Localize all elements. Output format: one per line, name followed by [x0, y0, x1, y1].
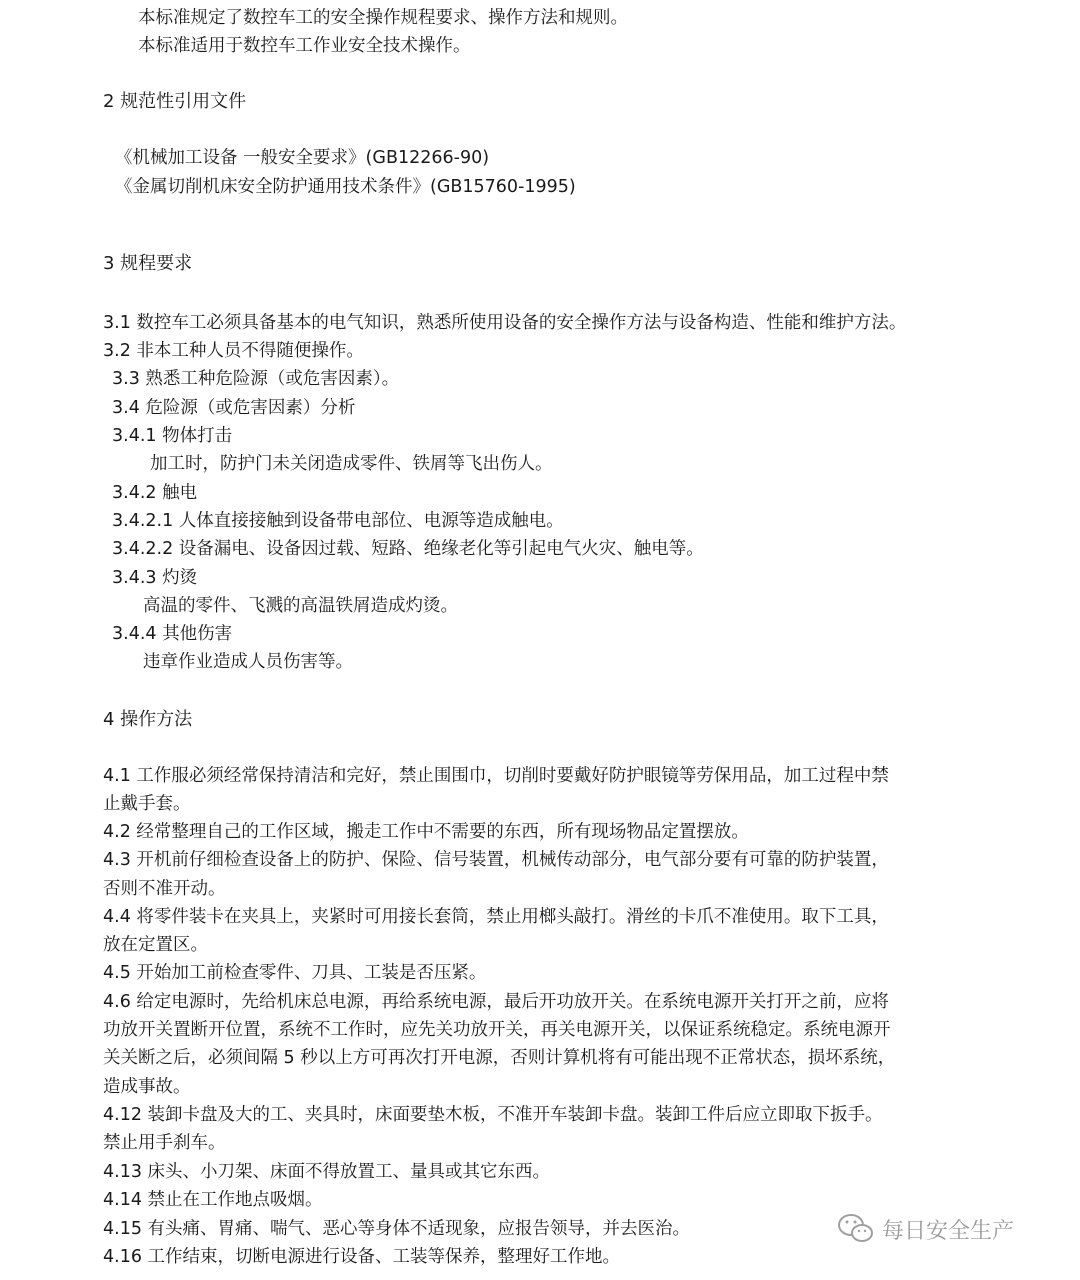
clause: 3.4.3 灼烫 [112, 568, 198, 588]
clause: 4.12 装卸卡盘及大的工、夹具时，床面要垫木板，不准开车装卸卡盘。装卸工件后应立即取下扳手。 [103, 1105, 883, 1125]
wechat-icon [836, 1212, 876, 1246]
clause: 4.6 给定电源时，先给机床总电源，再给系统电源，最后开功放开关。在系统电源开关打开之前，应将 [103, 992, 889, 1012]
section-heading: 4 操作方法 [103, 709, 193, 730]
clause: 4.1 工作服必须经常保持清洁和完好，禁止围围巾，切削时要戴好防护眼镜等劳保用品，加工过程中禁 [103, 766, 889, 786]
clause: 4.15 有头痛、胃痛、喘气、恶心等身体不适现象，应报告领导，并去医治。 [103, 1219, 691, 1239]
clause: 3.4.4 其他伤害 [112, 624, 233, 644]
watermark-text: 每日安全生产 [882, 1218, 1015, 1244]
intro-paragraph: 本标准适用于数控车工作业安全技术操作。 [138, 36, 471, 56]
clause-text: 加工时，防护门未关闭造成零件、铁屑等飞出伤人。 [150, 454, 553, 474]
watermark [836, 1212, 1014, 1246]
clause: 4.2 经常整理自己的工作区域，搬走工作中不需要的东西，所有现场物品定置摆放。 [103, 822, 749, 842]
reference-item: 《金属切削机床安全防护通用技术条件》(GB15760-1995) [115, 177, 576, 197]
clause: 否则不准开动。 [103, 879, 226, 899]
clause: 3.3 熟悉工种危险源（或危害因素）。 [112, 369, 400, 389]
clause: 3.1 数控车工必须具备基本的电气知识，熟悉所使用设备的安全操作方法与设备构造、性能和维护方法。 [103, 313, 907, 333]
section-heading: 3 规程要求 [103, 253, 193, 274]
clause: 3.2 非本工种人员不得随便操作。 [103, 341, 364, 361]
clause: 4.13 床头、小刀架、床面不得放置工、量具或其它东西。 [103, 1162, 551, 1182]
intro-paragraph: 本标准规定了数控车工的安全操作规程要求、操作方法和规则。 [138, 8, 628, 28]
clause: 4.5 开始加工前检查零件、刀具、工装是否压紧。 [103, 963, 487, 983]
section-heading: 2 规范性引用文件 [103, 91, 247, 112]
clause: 4.3 开机前仔细检查设备上的防护、保险、信号装置，机械传动部分，电气部分要有可靠的防护装置， [103, 850, 889, 870]
clause: 3.4.2 触电 [112, 483, 198, 503]
clause: 造成事故。 [103, 1077, 191, 1097]
clause: 禁止用手刹车。 [103, 1133, 226, 1153]
clause: 关关断之后，必须间隔 5 秒以上方可再次打开电源，否则计算机将有可能出现不正常状态，损坏系统， [103, 1048, 896, 1068]
clause: 放在定置区。 [103, 935, 208, 955]
clause: 3.4.2.1 人体直接接触到设备带电部位、电源等造成触电。 [112, 511, 564, 531]
clause: 3.4 危险源（或危害因素）分析 [112, 398, 356, 418]
clause: 4.4 将零件装卡在夹具上，夹紧时可用接长套筒，禁止用榔头敲打。滑丝的卡爪不准使用。取下工具， [103, 907, 889, 927]
reference-item: 《机械加工设备 一般安全要求》(GB12266-90) [115, 148, 490, 168]
clause: 3.4.2.2 设备漏电、设备因过载、短路、绝缘老化等引起电气火灾、触电等。 [112, 539, 704, 559]
clause: 功放开关置断开位置，系统不工作时，应先关功放开关，再关电源开关，以保证系统稳定。系统电源开 [103, 1020, 891, 1040]
clause: 3.4.1 物体打击 [112, 426, 233, 446]
clause-text: 高温的零件、飞溅的高温铁屑造成灼烫。 [143, 596, 458, 616]
clause-text: 违章作业造成人员伤害等。 [143, 652, 353, 672]
clause: 4.14 禁止在工作地点吸烟。 [103, 1190, 323, 1210]
clause: 止戴手套。 [103, 794, 191, 814]
clause: 4.16 工作结束，切断电源进行设备、工装等保养，整理好工作地。 [103, 1247, 621, 1267]
